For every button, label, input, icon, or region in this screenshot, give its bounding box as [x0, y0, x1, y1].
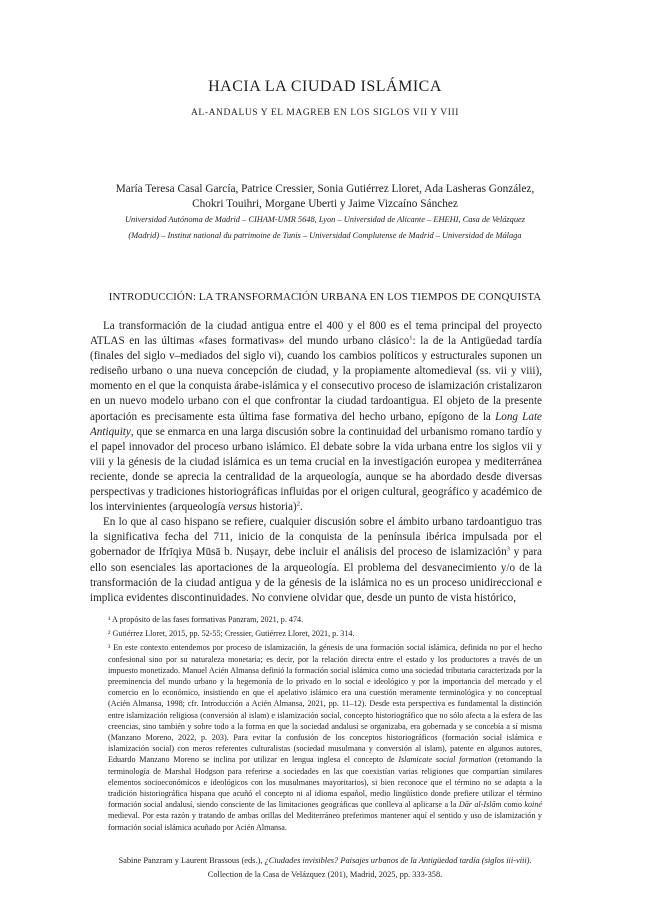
paragraph-1	[90, 319, 542, 515]
fn3-italic-1: Islamicate social formation	[398, 755, 492, 765]
p2-text-a: En lo que al caso hispano se refiere, cualquier discusión sobre el ámbito urbano tardoantiguo tras la significativa fecha del 711, inicio de la conquista de la península ibérica impulsada por el gobernador de Ifrīqiya Mūsā b. Nuṣayr, debe incluir el análisis del proceso de islamización	[90, 516, 542, 559]
footer-citation-a: Sabine Panzram y Laurent Brassous (eds.),	[118, 856, 265, 865]
fn3-text-a: ³ En este contexto entendemos por proceso de islamización, la génesis de una formación social islámica, definida no por el hecho confesional sino por su naturaleza monetaria; es decir, por la relación directa entre el estado y los productores a través de un impuesto monetizado. Manuel Acién Almansa definió la formación social islámica como una sociedad tributaria caracterizada por la preeminencia del mundo urbano y la hegemonía de lo privado en lo social e ideológico y por la importancia del mercado y el comercio en lo económico, insistiendo en que el apelativo islámico era una cuestión meramente terminológica y no conceptual (Acién Almansa, 1998; cfr. Introducción a Acién Almansa, 2021, pp. 11–12). Desde esta perspectiva es fundamental la distinción entre islamización religiosa (conversión al islam) e islamización social, concepto historiográfico que no sólo afecta a la esfera de las creencias, sino también y sobre todo a la forma en que la sociedad andalusí se organizaba, era gobernada y se concebía a sí misma (Manzano Moreno, 2022, p. 203). Para evitar la confusión de los conceptos historiográficos (formación social islámica e islamización social) con meros referentes culturalistas (sociedad musulmana y conversión al islam), patente en algunos autores, Eduardo Manzano Moreno se inclina por utilizar en lengua inglesa el concepto de	[108, 643, 542, 765]
p1-text-c: , que se enmarca en una larga discusión sobre la continuidad del urbanismo romano tardío y el papel innovador del proceso urbano islámico. El debate sobre la vida urbana entre los siglos vii y viii y la génesis de la ciudad islámica es un tema crucial en la investigación europea y mediterránea reciente, donde se aprecia la centralidad de la arqueología, aunque se ha abordado desde diversas perspectivas y tradiciones historiográficas influidas por el origen cultural, geográfico y académico de los intervinientes (arqueología	[90, 425, 542, 514]
chapter-title: HACIA LA CIUDAD ISLÁMICA	[208, 78, 442, 95]
footer-citation-b: .	[529, 856, 532, 865]
footnotes	[108, 614, 542, 836]
chapter-subtitle: AL-ANDALUS Y EL MAGREB EN LOS SIGLOS VII Y VIII	[190, 108, 460, 118]
footnote-ref-3: 3	[506, 545, 510, 553]
authors-line-2: Chokri Touihri, Morgane Uberti y Jaime Vizcaíno Sánchez	[192, 197, 458, 210]
p1-italic-term: Long Late Antiquity	[90, 410, 542, 438]
footnote-ref-2: 2	[296, 500, 300, 508]
section-heading: INTRODUCCIÓN: LA TRANSFORMACIÓN URBANA EN LOS TIEMPOS DE CONQUISTA	[108, 291, 542, 303]
p1-text-d: historia)	[256, 501, 297, 514]
p1-text-e: .	[299, 501, 303, 514]
footnote-2: ² Gutiérrez Lloret, 2015, pp. 52-55; Cressier, Gutiérrez Lloret, 2021, p. 314.	[108, 629, 355, 639]
p1-italic-versus: versus	[228, 501, 257, 514]
author-list	[100, 182, 550, 211]
footer-citation	[90, 854, 560, 868]
p1-text-b: : la de la Antigüedad tardía (finales del siglo v–mediados del siglo vi), cuando los cambios políticos y estructurales suponen un rediseño urbano o una nueva concepción de ciudad, y la propiamente altomedieval (ss. vii y viii), momento en el que la conquista árabe-islámica y el consecutivo proceso de islamización cristalizaron en un nuevo modelo urbano con el que confrontar la ciudad tardoantigua. El objeto de la presente aportación es precisamente esta última fase formativa del hecho urbano, epígono de la	[90, 335, 542, 423]
fn3-italic-3: koiné	[524, 800, 542, 810]
affiliations-line-1: Universidad Autónoma de Madrid – CIHAM-UMR 5648, Lyon – Universidad de Alicante – EHEHI, Casa de Velázquez	[125, 215, 525, 224]
body-text	[90, 319, 542, 606]
footnote-ref-1: 1	[409, 334, 413, 342]
fn3-text-b: (retomando la terminología de Marshal Hodgson para referirse a sociedades en las que coexistían varias religiones que compartían similares elementos socioeconómicos e ideológicos con los musulmanes mayoritarios), si bien reconoce que el término no se adapta a la tradición historiográfica hispana que acuñó el concepto ni al idioma español, medio lingüístico donde prefiere utilizar el término formación social andalusí, siendo consciente de las limitaciones geográficas que conlleva al aplicarse a la	[108, 755, 542, 810]
p2-text-b: y para ello son esenciales las aportaciones de la arqueología. El problema del desvanecimiento y/o de la transformación de la ciudad antigua y de la génesis de la islámica no es un proceso unidireccional e implica evidentes discontinuidades. No conviene olvidar que, desde un punto de vista histórico,	[90, 546, 542, 604]
fn3-text-d: medieval. Por esta razón y tratando de ambas orillas del Mediterráneo preferimos mantener aquí el sentido y uso de islamización y formación social islámica acuñado por Acién Almansa.	[108, 811, 542, 832]
footer-collection: Collection de la Casa de Velázquez (201), Madrid, 2025, pp. 333-358.	[207, 870, 443, 879]
fn3-text-c: como	[501, 800, 525, 810]
authors-line-1: María Teresa Casal García, Patrice Cressier, Sonia Gutiérrez Lloret, Ada Lasheras González,	[115, 183, 535, 195]
page-footer	[90, 854, 560, 882]
p1-text-a: La transformación de la ciudad antigua entre el 400 y el 800 es el tema principal del proyecto ATLAS en las últimas «fases formativas» del mundo urbano clásico	[90, 320, 542, 348]
footnote-1: ¹ A propósito de las fases formativas Panzram, 2021, p. 474.	[108, 615, 304, 624]
affiliations-line-2: (Madrid) – Institut national du patrimoine de Tunis – Universidad Complutense de Madrid – Universidad de Málaga	[128, 231, 522, 240]
fn3-italic-2: Dār al-Islām	[458, 800, 502, 810]
affiliations	[90, 212, 560, 244]
paragraph-2	[90, 515, 542, 606]
footnote-3	[108, 642, 542, 832]
footer-book-title: ¿Ciudades invisibles? Paisajes urbanos de la Antigüedad tardía (siglos iii-viii)	[264, 856, 530, 865]
